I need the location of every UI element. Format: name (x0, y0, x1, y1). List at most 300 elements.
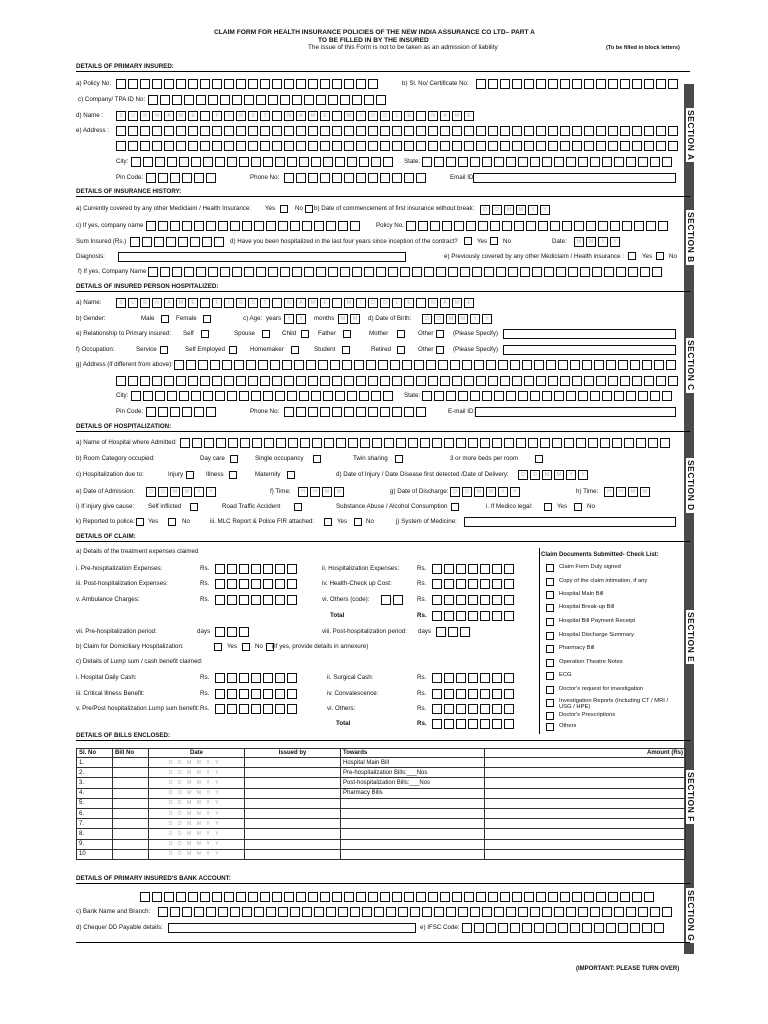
char-box[interactable]: M (452, 111, 462, 121)
age-months-boxes[interactable] (338, 314, 360, 324)
char-box[interactable] (318, 360, 328, 370)
char-box[interactable] (236, 141, 246, 151)
char-box[interactable] (500, 892, 510, 902)
char-box[interactable] (614, 157, 624, 167)
pre-exp-boxes[interactable] (215, 564, 297, 574)
char-box[interactable] (296, 141, 306, 151)
char-box[interactable] (464, 141, 474, 151)
char-box[interactable] (263, 564, 273, 574)
address-boxes-2[interactable] (116, 141, 678, 151)
char-box[interactable] (644, 376, 654, 386)
char-box[interactable] (336, 438, 346, 448)
substance-checkbox[interactable] (451, 503, 459, 511)
char-box[interactable] (248, 126, 258, 136)
char-box[interactable] (380, 407, 390, 417)
char-box[interactable] (656, 376, 666, 386)
char-box[interactable] (170, 407, 180, 417)
char-box[interactable] (616, 267, 626, 277)
char-box[interactable] (174, 360, 184, 370)
char-box[interactable] (242, 221, 252, 231)
mlc-yes-checkbox[interactable] (354, 518, 362, 526)
char-box[interactable] (392, 141, 402, 151)
char-box[interactable] (263, 579, 273, 589)
email-field[interactable] (473, 173, 676, 183)
char-box[interactable] (444, 595, 454, 605)
char-box[interactable] (200, 126, 210, 136)
char-box[interactable] (500, 126, 510, 136)
char-box[interactable] (466, 221, 476, 231)
char-box[interactable] (504, 611, 514, 621)
char-box[interactable] (620, 141, 630, 151)
char-box[interactable] (202, 237, 212, 247)
char-box[interactable] (356, 892, 366, 902)
char-box[interactable] (656, 126, 666, 136)
self-inflicted-checkbox[interactable] (190, 503, 198, 511)
retired-checkbox[interactable] (397, 346, 405, 354)
char-box[interactable] (304, 95, 314, 105)
char-box[interactable]: M (350, 314, 360, 324)
char-box[interactable]: Y (578, 470, 588, 480)
char-box[interactable] (328, 267, 338, 277)
char-box[interactable] (116, 126, 126, 136)
char-box[interactable] (128, 141, 138, 151)
char-box[interactable] (366, 360, 376, 370)
char-box[interactable]: F (212, 298, 222, 308)
char-box[interactable] (116, 376, 126, 386)
char-box[interactable] (668, 126, 678, 136)
char-box[interactable] (536, 126, 546, 136)
hosp4-date-boxes[interactable] (574, 237, 620, 247)
bill-issued-by-cell[interactable] (245, 768, 341, 778)
char-box[interactable]: S (116, 298, 126, 308)
char-box[interactable] (272, 79, 282, 89)
bill-date-cell[interactable]: DDMMYY (149, 768, 245, 778)
char-box[interactable] (239, 704, 249, 714)
char-box[interactable] (239, 157, 249, 167)
char-box[interactable] (456, 579, 466, 589)
char-box[interactable] (299, 391, 309, 401)
char-box[interactable] (536, 376, 546, 386)
char-box[interactable] (338, 221, 348, 231)
char-box[interactable]: Y (284, 314, 294, 324)
char-box[interactable] (272, 298, 282, 308)
char-box[interactable]: M (474, 487, 484, 497)
char-box[interactable] (476, 892, 486, 902)
char-box[interactable] (564, 438, 574, 448)
char-box[interactable] (506, 391, 516, 401)
char-box[interactable]: R (140, 298, 150, 308)
char-box[interactable] (632, 126, 642, 136)
char-box[interactable]: Y (482, 314, 492, 324)
char-box[interactable] (352, 95, 362, 105)
char-box[interactable] (356, 79, 366, 89)
char-box[interactable] (264, 438, 274, 448)
admission-time-boxes[interactable] (298, 487, 344, 497)
ambulance-boxes[interactable] (215, 595, 297, 605)
char-box[interactable] (516, 438, 526, 448)
char-box[interactable] (650, 157, 660, 167)
char-box[interactable] (422, 907, 432, 917)
char-box[interactable] (371, 157, 381, 167)
char-box[interactable] (380, 376, 390, 386)
char-box[interactable] (220, 95, 230, 105)
char-box[interactable] (236, 79, 246, 89)
bill-issued-by-cell[interactable] (245, 819, 341, 829)
char-box[interactable] (640, 267, 650, 277)
char-box[interactable] (184, 267, 194, 277)
char-box[interactable] (456, 689, 466, 699)
char-box[interactable] (444, 719, 454, 729)
char-box[interactable] (179, 157, 189, 167)
char-box[interactable]: M (182, 487, 192, 497)
char-box[interactable] (632, 376, 642, 386)
hosp-exp-boxes[interactable] (432, 564, 514, 574)
domiciliary-checkbox-a[interactable] (214, 643, 222, 651)
admission-date-boxes[interactable] (146, 487, 216, 497)
char-box[interactable]: M (504, 205, 514, 215)
char-box[interactable] (456, 704, 466, 714)
checklist-checkbox[interactable] (546, 672, 554, 680)
char-box[interactable] (368, 79, 378, 89)
char-box[interactable] (572, 79, 582, 89)
char-box[interactable] (560, 141, 570, 151)
char-box[interactable]: Y (598, 237, 608, 247)
char-box[interactable] (524, 126, 534, 136)
char-box[interactable] (496, 267, 506, 277)
char-box[interactable] (320, 376, 330, 386)
char-box[interactable] (644, 892, 654, 902)
char-box[interactable] (416, 126, 426, 136)
char-box[interactable] (432, 611, 442, 621)
char-box[interactable]: D (530, 470, 540, 480)
char-box[interactable] (196, 95, 206, 105)
char-box[interactable] (256, 267, 266, 277)
char-box[interactable]: I (224, 111, 234, 121)
char-box[interactable] (227, 595, 237, 605)
char-box[interactable] (215, 627, 225, 637)
char-box[interactable]: M (542, 470, 552, 480)
char-box[interactable] (294, 360, 304, 370)
char-box[interactable]: Y (510, 487, 520, 497)
char-box[interactable] (534, 360, 544, 370)
relationship-specify-field[interactable] (503, 329, 676, 339)
char-box[interactable] (480, 719, 490, 729)
char-box[interactable] (448, 627, 458, 637)
char-box[interactable] (460, 627, 470, 637)
char-box[interactable]: Y (206, 487, 216, 497)
char-box[interactable] (200, 892, 210, 902)
bill-issued-by-cell[interactable] (245, 839, 341, 849)
char-box[interactable] (512, 126, 522, 136)
char-box[interactable]: A (440, 111, 450, 121)
child-checkbox[interactable] (301, 330, 309, 338)
char-box[interactable] (170, 173, 180, 183)
char-box[interactable] (340, 267, 350, 277)
char-box[interactable] (468, 689, 478, 699)
homemaker-checkbox[interactable] (291, 346, 299, 354)
c-state-boxes[interactable] (422, 391, 672, 401)
char-box[interactable] (478, 221, 488, 231)
char-box[interactable] (143, 391, 153, 401)
char-box[interactable] (194, 221, 204, 231)
char-box[interactable]: M (586, 237, 596, 247)
char-box[interactable] (404, 892, 414, 902)
char-box[interactable]: M (516, 205, 526, 215)
char-box[interactable] (348, 438, 358, 448)
char-box[interactable] (296, 407, 306, 417)
c-phone-boxes[interactable] (284, 407, 426, 417)
covered-no-checkbox[interactable] (305, 205, 313, 213)
others-code-boxes[interactable] (381, 595, 403, 605)
char-box[interactable] (488, 79, 498, 89)
char-box[interactable] (510, 360, 520, 370)
bill-amount-cell[interactable] (485, 839, 686, 849)
checklist-checkbox[interactable] (546, 604, 554, 612)
char-box[interactable] (388, 267, 398, 277)
char-box[interactable] (260, 141, 270, 151)
char-box[interactable] (416, 298, 426, 308)
char-box[interactable] (148, 267, 158, 277)
char-box[interactable] (534, 923, 544, 933)
char-box[interactable] (384, 438, 394, 448)
bill-no-cell[interactable] (113, 839, 149, 849)
char-box[interactable] (239, 689, 249, 699)
bank-branch-boxes[interactable] (158, 907, 672, 917)
char-box[interactable] (596, 126, 606, 136)
char-box[interactable] (287, 157, 297, 167)
char-box[interactable] (452, 892, 462, 902)
char-box[interactable] (182, 907, 192, 917)
char-box[interactable] (560, 126, 570, 136)
bill-issued-by-cell[interactable] (245, 758, 341, 768)
char-box[interactable] (208, 95, 218, 105)
covered-other-yes-checkbox[interactable] (656, 252, 664, 260)
char-box[interactable] (602, 157, 612, 167)
bill-amount-cell[interactable] (485, 788, 686, 798)
char-box[interactable] (662, 907, 672, 917)
policy-boxes[interactable] (406, 221, 668, 231)
char-box[interactable]: E (464, 111, 474, 121)
domiciliary-yes-checkbox[interactable] (242, 643, 250, 651)
char-box[interactable] (426, 360, 436, 370)
char-box[interactable] (566, 907, 576, 917)
char-box[interactable] (550, 221, 560, 231)
char-box[interactable] (296, 79, 306, 89)
char-box[interactable] (530, 157, 540, 167)
char-box[interactable] (482, 907, 492, 917)
char-box[interactable] (596, 79, 606, 89)
char-box[interactable] (468, 719, 478, 729)
father-checkbox[interactable] (343, 330, 351, 338)
police-checkbox-a[interactable] (136, 518, 144, 526)
char-box[interactable] (544, 267, 554, 277)
company-name2-boxes[interactable] (148, 267, 662, 277)
char-box[interactable] (364, 267, 374, 277)
char-box[interactable] (504, 595, 514, 605)
char-box[interactable]: N (428, 298, 438, 308)
char-box[interactable]: Y (296, 314, 306, 324)
char-box[interactable] (502, 221, 512, 231)
char-box[interactable] (644, 126, 654, 136)
char-box[interactable] (368, 173, 378, 183)
char-box[interactable] (368, 892, 378, 902)
char-box[interactable] (468, 611, 478, 621)
char-box[interactable] (632, 892, 642, 902)
char-box[interactable] (200, 79, 210, 89)
self-checkbox[interactable] (201, 330, 209, 338)
char-box[interactable] (371, 391, 381, 401)
bill-towards-cell[interactable] (341, 819, 485, 829)
char-box[interactable]: M (338, 314, 348, 324)
char-box[interactable] (618, 360, 628, 370)
char-box[interactable] (332, 141, 342, 151)
char-box[interactable] (284, 892, 294, 902)
char-box[interactable] (140, 141, 150, 151)
char-box[interactable] (402, 360, 412, 370)
char-box[interactable] (470, 157, 480, 167)
char-box[interactable] (602, 391, 612, 401)
char-box[interactable] (222, 360, 232, 370)
char-box[interactable] (383, 391, 393, 401)
char-box[interactable] (654, 360, 664, 370)
char-box[interactable] (588, 438, 598, 448)
occupation-specify-field[interactable] (503, 345, 676, 355)
char-box[interactable] (652, 267, 662, 277)
char-box[interactable] (392, 407, 402, 417)
char-box[interactable] (578, 391, 588, 401)
char-box[interactable] (176, 141, 186, 151)
char-box[interactable]: D (480, 205, 490, 215)
char-box[interactable] (566, 157, 576, 167)
char-box[interactable] (648, 438, 658, 448)
char-box[interactable] (335, 391, 345, 401)
char-box[interactable] (215, 391, 225, 401)
health-check-boxes[interactable] (432, 579, 514, 589)
female-checkbox[interactable] (203, 315, 211, 323)
char-box[interactable] (251, 689, 261, 699)
char-box[interactable] (524, 79, 534, 89)
char-box[interactable] (302, 221, 312, 231)
checklist-checkbox[interactable] (546, 618, 554, 626)
char-box[interactable] (296, 173, 306, 183)
char-box[interactable] (436, 627, 446, 637)
char-box[interactable] (140, 892, 150, 902)
char-box[interactable]: M (322, 487, 332, 497)
char-box[interactable]: M (446, 314, 456, 324)
char-box[interactable] (308, 173, 318, 183)
char-box[interactable] (354, 360, 364, 370)
char-box[interactable] (558, 923, 568, 933)
char-box[interactable] (306, 360, 316, 370)
char-box[interactable] (380, 141, 390, 151)
char-box[interactable] (624, 438, 634, 448)
char-box[interactable] (184, 95, 194, 105)
char-box[interactable] (444, 704, 454, 714)
char-box[interactable] (572, 892, 582, 902)
char-box[interactable] (510, 923, 520, 933)
char-box[interactable] (472, 267, 482, 277)
char-box[interactable] (570, 923, 580, 933)
char-box[interactable] (526, 221, 536, 231)
char-box[interactable] (548, 892, 558, 902)
char-box[interactable]: D (368, 298, 378, 308)
char-box[interactable] (164, 79, 174, 89)
char-box[interactable] (215, 689, 225, 699)
char-box[interactable] (584, 126, 594, 136)
char-box[interactable] (416, 892, 426, 902)
char-box[interactable] (242, 907, 252, 917)
char-box[interactable] (170, 907, 180, 917)
char-box[interactable] (275, 704, 285, 714)
char-box[interactable] (164, 892, 174, 902)
char-box[interactable] (210, 360, 220, 370)
char-box[interactable] (504, 719, 514, 729)
char-box[interactable] (227, 391, 237, 401)
char-box[interactable] (251, 564, 261, 574)
char-box[interactable] (224, 141, 234, 151)
char-box[interactable] (512, 79, 522, 89)
char-box[interactable] (498, 360, 508, 370)
char-box[interactable] (638, 391, 648, 401)
char-box[interactable] (284, 126, 294, 136)
char-box[interactable] (622, 221, 632, 231)
checklist-checkbox[interactable] (546, 578, 554, 586)
bill-amount-cell[interactable] (485, 798, 686, 808)
char-box[interactable] (364, 95, 374, 105)
char-box[interactable] (128, 79, 138, 89)
char-box[interactable] (500, 376, 510, 386)
char-box[interactable] (522, 923, 532, 933)
char-box[interactable] (328, 95, 338, 105)
char-box[interactable] (200, 298, 210, 308)
char-box[interactable] (356, 407, 366, 417)
char-box[interactable] (212, 892, 222, 902)
char-box[interactable]: M (554, 470, 564, 480)
bill-date-cell[interactable]: DDMMYY (149, 829, 245, 839)
char-box[interactable] (620, 126, 630, 136)
char-box[interactable]: M (176, 298, 186, 308)
male-checkbox[interactable] (161, 315, 169, 323)
char-box[interactable] (596, 141, 606, 151)
char-box[interactable]: E (464, 298, 474, 308)
char-box[interactable] (530, 391, 540, 401)
char-box[interactable]: M (344, 111, 354, 121)
c-email-field[interactable] (475, 407, 676, 417)
checklist-checkbox[interactable] (546, 632, 554, 640)
self-employed-checkbox[interactable] (229, 346, 237, 354)
char-box[interactable] (152, 126, 162, 136)
char-box[interactable] (424, 267, 434, 277)
char-box[interactable] (554, 157, 564, 167)
char-box[interactable] (570, 360, 580, 370)
bill-date-cell[interactable]: DDMMYY (149, 798, 245, 808)
char-box[interactable] (434, 391, 444, 401)
char-box[interactable] (344, 173, 354, 183)
char-box[interactable] (326, 221, 336, 231)
char-box[interactable] (434, 907, 444, 917)
char-box[interactable] (630, 923, 640, 933)
char-box[interactable] (532, 267, 542, 277)
char-box[interactable] (272, 376, 282, 386)
char-box[interactable] (176, 126, 186, 136)
char-box[interactable] (554, 391, 564, 401)
char-box[interactable] (180, 438, 190, 448)
char-box[interactable] (404, 173, 414, 183)
char-box[interactable] (332, 79, 342, 89)
char-box[interactable] (376, 95, 386, 105)
char-box[interactable] (280, 95, 290, 105)
char-box[interactable] (458, 907, 468, 917)
